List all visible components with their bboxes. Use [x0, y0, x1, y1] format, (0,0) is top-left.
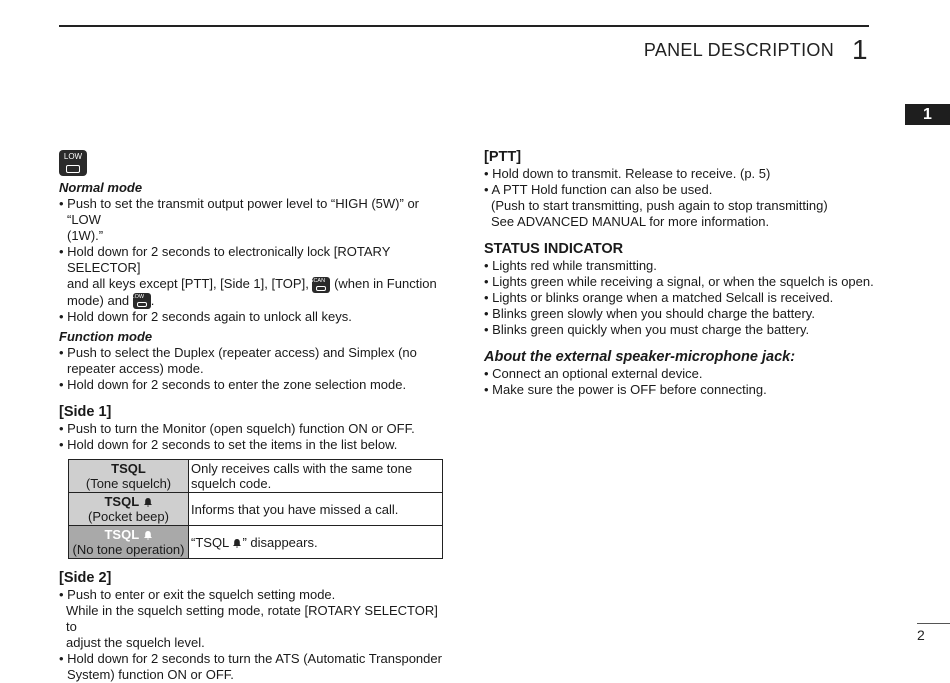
table-row: TSQL (No tone operation) “TSQL ” disappears.: [69, 526, 443, 559]
list-item: • Hold down to transmit. Release to receive. (p. 5): [484, 166, 771, 181]
low-key-icon: LOW: [133, 293, 151, 309]
list-item: • Push to select the Duplex (repeater access) and Simplex (no repeater access) mode.: [59, 345, 417, 377]
page-title: PANEL DESCRIPTION: [643, 40, 834, 60]
list-item: • Push to set the transmit output power level to “HIGH (5W)” or “LOW (1W).”: [59, 196, 420, 243]
side2-heading: [Side 2]: [59, 570, 112, 587]
status-indicator-heading: STATUS INDICATOR: [484, 241, 624, 257]
list-item: • Hold down for 2 seconds to enter the zone selection mode.: [59, 377, 407, 393]
side1-heading: [Side 1]: [59, 404, 112, 421]
list-item-continuation: While in the squelch setting mode, rotate [ROTARY SELECTOR] to adjust the squelch level.: [66, 603, 438, 651]
top-rule: [59, 25, 869, 27]
footer-rule: [917, 623, 950, 624]
ptt-heading: [PTT]: [484, 149, 522, 165]
right-column: [484, 148, 884, 398]
list-item-continuation: (Push to start transmitting, push again to stop transmitting): [491, 198, 828, 213]
bell-icon: [143, 497, 153, 507]
function-mode-heading: Function mode: [59, 329, 153, 345]
jack-heading: About the external speaker-microphone jack:: [484, 349, 796, 365]
list-item: • A PTT Hold function can also be used.: [484, 182, 713, 197]
chapter-number: 1: [852, 34, 868, 65]
list-item: • Blinks green slowly when you should charge the battery.: [484, 306, 815, 321]
low-key-icon: [59, 150, 87, 176]
list-item: • Hold down for 2 seconds to set the items in the list below.: [59, 437, 398, 453]
table-row: TSQL (Pocket beep) Informs that you have missed a call.: [69, 493, 443, 526]
scan-key-icon: SCAN: [312, 277, 330, 293]
low-key-icon-label: LOW: [63, 152, 83, 161]
list-item: • Lights red while transmitting.: [484, 258, 657, 273]
page-number: 2: [917, 627, 925, 643]
list-item: • Make sure the power is OFF before connecting.: [484, 382, 767, 397]
list-item: • Blinks green quickly when you must charge the battery.: [484, 322, 810, 337]
list-item: • Lights or blinks orange when a matched Selcall is received.: [484, 290, 834, 305]
list-item: • Connect an optional external device.: [484, 366, 703, 381]
list-item: • Push to enter or exit the squelch setting mode.: [59, 587, 336, 603]
normal-mode-heading: Normal mode: [59, 180, 143, 195]
chapter-tab[interactable]: 1: [905, 104, 950, 125]
bell-icon: [143, 530, 153, 540]
list-item: • Push to turn the Monitor (open squelch) function ON or OFF.: [59, 421, 415, 437]
list-item: • Hold down for 2 seconds again to unlock all keys.: [59, 309, 352, 325]
left-column: [59, 150, 449, 683]
list-item: • Hold down for 2 seconds to electronically lock [ROTARY SELECTOR] and all keys except [PTT], [Side 1], [TOP], SCAN (when in Function mode) and LOW .: [59, 244, 437, 308]
list-item: • Hold down for 2 seconds to turn the ATS (Automatic Transponder System) function ON or OFF.: [59, 651, 442, 683]
list-item-continuation: See ADVANCED MANUAL for more information.: [491, 214, 770, 229]
side1-items-table: [68, 459, 443, 559]
list-item: • Lights green while receiving a signal, or when the squelch is open.: [484, 274, 874, 289]
bell-icon: [232, 538, 242, 548]
table-row: TSQL (Tone squelch) Only receives calls with the same tone squelch code.: [69, 460, 443, 493]
